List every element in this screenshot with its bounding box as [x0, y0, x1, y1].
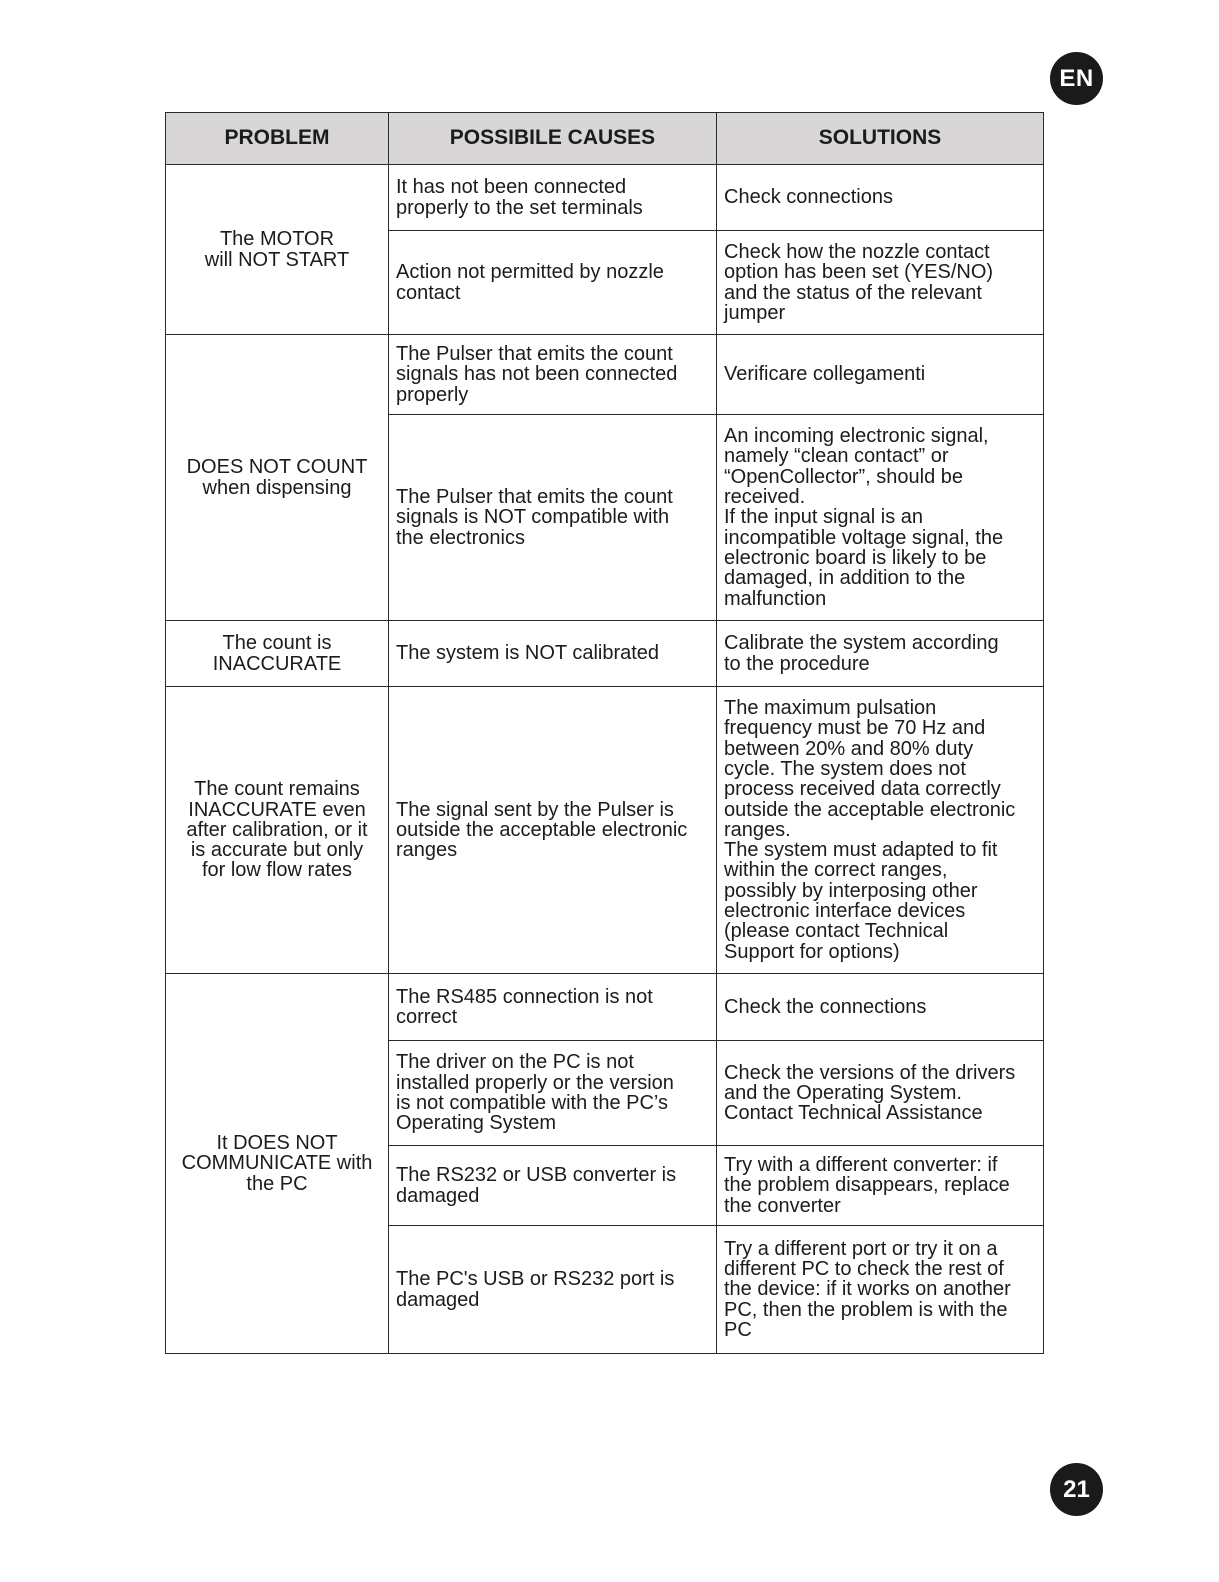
problem-cell: The count remains INACCURATE even after calibration, or it is accurate but only for low flow rates [166, 687, 389, 974]
table-row [166, 974, 1044, 1041]
cause-cell: The RS485 connection is not correct [389, 974, 717, 1041]
problem-cell: It DOES NOT COMMUNICATE with the PC [166, 974, 389, 1354]
cause-cell: The driver on the PC is not installed properly or the version is not compatible with the PC’s Operating System [389, 1041, 717, 1146]
page-number-badge: 21 [1050, 1463, 1103, 1516]
solution-cell: Check the connections [717, 974, 1044, 1041]
cause-cell: Action not permitted by nozzle contact [389, 231, 717, 335]
cause-cell: The system is NOT calibrated [389, 621, 717, 687]
header-problem: PROBLEM [166, 113, 389, 165]
cause-cell: The Pulser that emits the count signals has not been connected properly [389, 335, 717, 415]
table-row [166, 335, 1044, 415]
table-row [166, 621, 1044, 687]
solution-cell: Check the versions of the drivers and the Operating System. Contact Technical Assistance [717, 1041, 1044, 1146]
cause-cell: The PC's USB or RS232 port is damaged [389, 1226, 717, 1354]
cause-cell: The Pulser that emits the count signals is NOT compatible with the electronics [389, 415, 717, 621]
solution-cell: Try a different port or try it on a different PC to check the rest of the device: if it works on another PC, then the problem is with the PC [717, 1226, 1044, 1354]
problem-cell: DOES NOT COUNT when dispensing [166, 335, 389, 621]
cause-cell: The signal sent by the Pulser is outside the acceptable electronic ranges [389, 687, 717, 974]
solution-cell: Try with a different converter: if the problem disappears, replace the converter [717, 1146, 1044, 1226]
solution-cell: Check connections [717, 165, 1044, 231]
problem-cell: The MOTOR will NOT START [166, 165, 389, 335]
solution-cell: An incoming electronic signal, namely “clean contact” or “OpenCollector”, should be received. If the input signal is an incompatible voltage signal, the electronic board is likely to be damaged, in addition to the malfunction [717, 415, 1044, 621]
table-row [166, 687, 1044, 974]
language-badge: EN [1050, 52, 1103, 105]
table-header-row [166, 113, 1044, 165]
header-possible-causes: POSSIBILE CAUSES [389, 113, 717, 165]
cause-cell: It has not been connected properly to the set terminals [389, 165, 717, 231]
solution-cell: Verificare collegamenti [717, 335, 1044, 415]
solution-cell: The maximum pulsation frequency must be 70 Hz and between 20% and 80% duty cycle. The system does not process received data correctly outside the acceptable electronic ranges. The system must adapted to fit within the correct ranges, possibly by interposing other electronic interface devices (please contact Technical Support for options) [717, 687, 1044, 974]
table-row [166, 165, 1044, 231]
solution-cell: Check how the nozzle contact option has been set (YES/NO) and the status of the relevant jumper [717, 231, 1044, 335]
troubleshooting-table [165, 112, 1044, 1354]
header-solutions: SOLUTIONS [717, 113, 1044, 165]
solution-cell: Calibrate the system according to the procedure [717, 621, 1044, 687]
problem-cell: The count is INACCURATE [166, 621, 389, 687]
cause-cell: The RS232 or USB converter is damaged [389, 1146, 717, 1226]
